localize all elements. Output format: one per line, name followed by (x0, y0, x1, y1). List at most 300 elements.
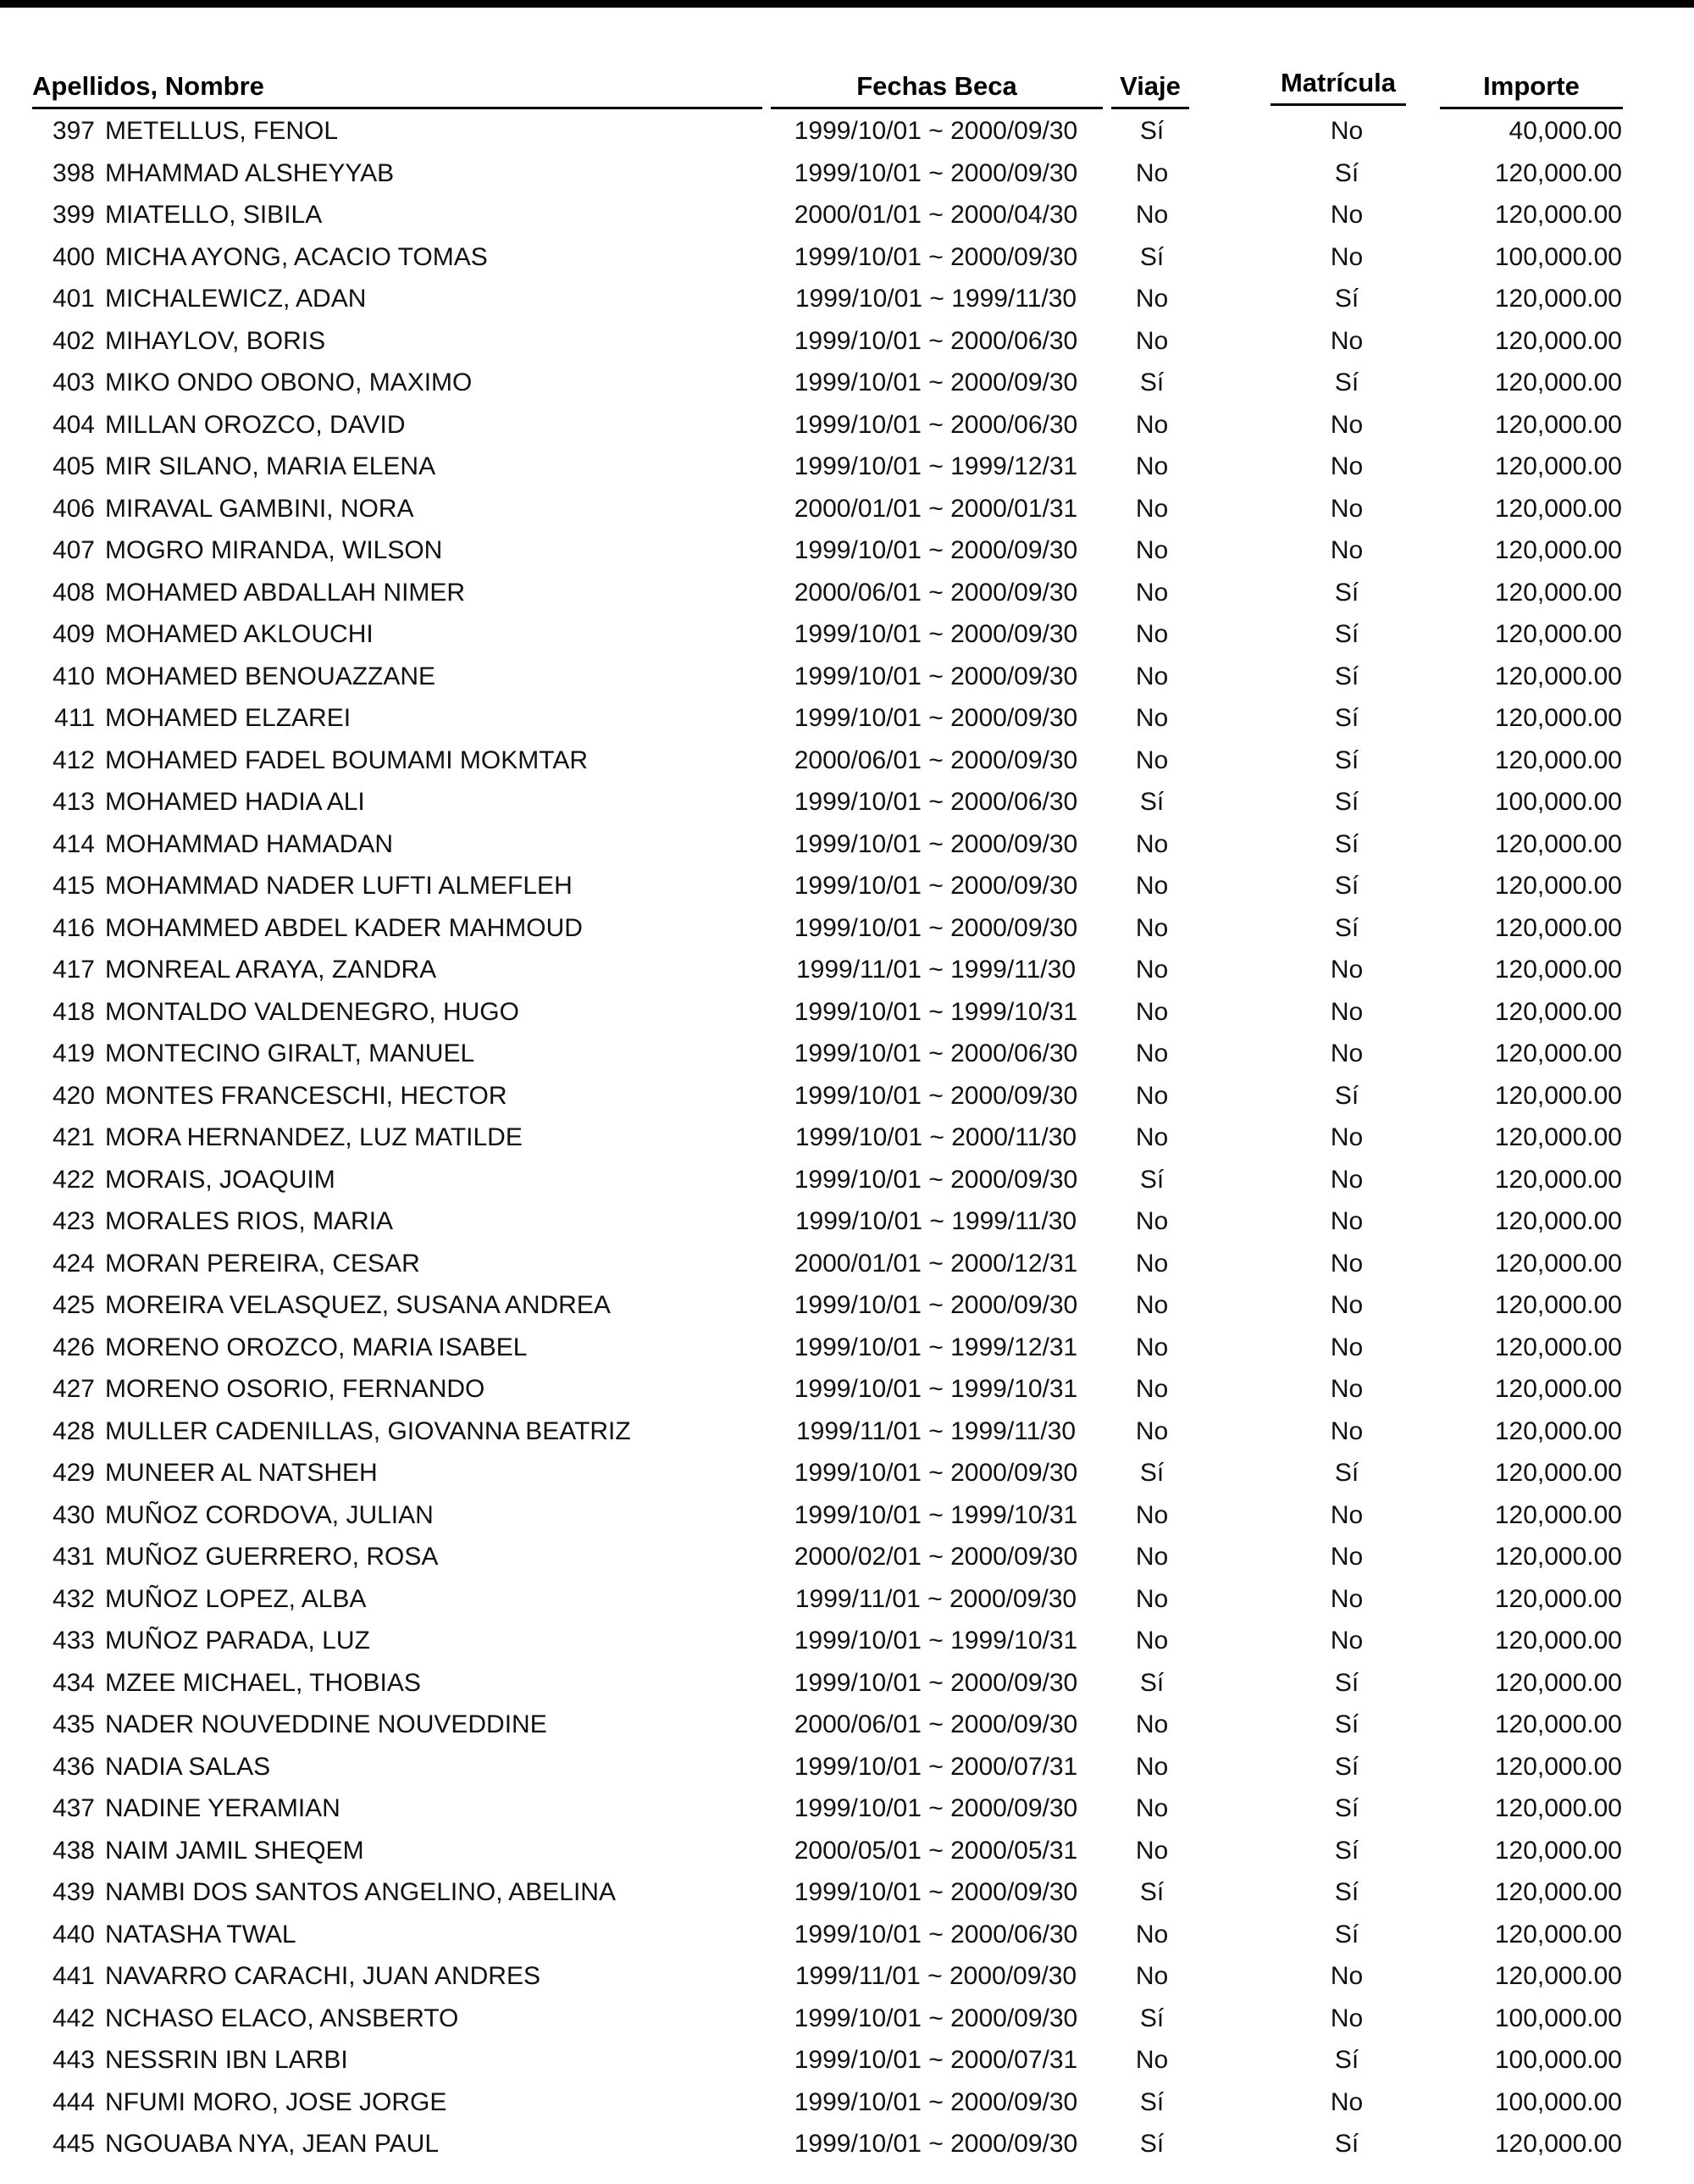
row-dates: 1999/10/01 ~ 2000/06/30 (794, 788, 1078, 816)
header-importe: Importe (1440, 66, 1623, 109)
row-dates: 1999/10/01 ~ 1999/10/31 (794, 1500, 1078, 1529)
table-row (0, 1452, 1694, 1494)
table-row (0, 2081, 1694, 2124)
row-name: MICHALEWICZ, ADAN (105, 285, 367, 313)
table-row (0, 1200, 1694, 1243)
row-name: NCHASO ELACO, ANSBERTO (105, 2004, 459, 2032)
row-matricula: Sí (1334, 1920, 1359, 1948)
row-importe: 120,000.00 (1494, 1416, 1622, 1445)
row-matricula: No (1330, 1375, 1364, 1403)
row-viaje: No (1135, 704, 1169, 732)
row-importe: 120,000.00 (1494, 1249, 1622, 1278)
top-rule (0, 0, 1694, 8)
table-row (0, 1620, 1694, 1662)
row-matricula: Sí (1334, 1794, 1359, 1822)
row-dates: 1999/10/01 ~ 2000/09/30 (794, 117, 1078, 145)
row-dates: 2000/02/01 ~ 2000/09/30 (794, 1543, 1078, 1571)
row-name: MOHAMED ABDALLAH NIMER (105, 578, 466, 607)
row-name: MORENO OROZCO, MARIA ISABEL (105, 1333, 528, 1361)
row-dates: 1999/10/01 ~ 2000/11/30 (794, 1123, 1077, 1151)
row-name: MIRAVAL GAMBINI, NORA (105, 494, 414, 523)
row-matricula: No (1330, 1543, 1364, 1571)
row-number: 416 (52, 913, 95, 942)
row-matricula: Sí (1334, 913, 1359, 942)
row-importe: 120,000.00 (1494, 704, 1622, 732)
row-importe: 120,000.00 (1494, 746, 1622, 774)
row-name: NESSRIN IBN LARBI (105, 2046, 348, 2074)
row-matricula: No (1330, 956, 1364, 984)
table-row (0, 1662, 1694, 1705)
row-viaje: No (1135, 620, 1169, 648)
row-number: 441 (52, 1962, 95, 1990)
row-importe: 120,000.00 (1494, 1165, 1622, 1194)
row-viaje: No (1135, 285, 1169, 313)
row-viaje: Sí (1139, 117, 1165, 145)
row-viaje: No (1135, 1710, 1169, 1738)
row-name: MIR SILANO, MARIA ELENA (105, 452, 436, 480)
table-row (0, 991, 1694, 1034)
row-matricula: No (1330, 1584, 1364, 1613)
table-row (0, 278, 1694, 320)
row-name: MILLAN OROZCO, DAVID (105, 410, 406, 439)
table-row (0, 823, 1694, 866)
table-row (0, 1494, 1694, 1537)
row-number: 415 (52, 872, 95, 900)
row-importe: 120,000.00 (1494, 1584, 1622, 1613)
table-row (0, 362, 1694, 404)
row-name: MOHAMED ELZAREI (105, 704, 352, 732)
row-viaje: Sí (1139, 2130, 1165, 2158)
row-matricula: Sí (1334, 369, 1359, 396)
row-viaje: No (1135, 913, 1169, 942)
row-matricula: No (1330, 536, 1364, 564)
row-matricula: Sí (1334, 788, 1359, 816)
table-row (0, 907, 1694, 950)
row-viaje: No (1135, 1333, 1169, 1361)
row-importe: 120,000.00 (1494, 1039, 1622, 1067)
table-row (0, 1704, 1694, 1746)
row-matricula: No (1330, 117, 1364, 145)
row-name: NAMBI DOS SANTOS ANGELINO, ABELINA (105, 1878, 616, 1906)
row-importe: 120,000.00 (1494, 494, 1622, 523)
row-number: 408 (52, 578, 95, 607)
table-row (0, 446, 1694, 488)
row-dates: 1999/10/01 ~ 2000/09/30 (794, 829, 1078, 858)
row-dates: 1999/10/01 ~ 1999/11/30 (794, 1207, 1077, 1235)
row-matricula: Sí (1334, 620, 1359, 648)
row-viaje: Sí (1139, 1878, 1165, 1906)
row-number: 399 (52, 201, 95, 229)
row-name: MONREAL ARAYA, ZANDRA (105, 956, 437, 984)
row-viaje: No (1135, 1039, 1169, 1067)
row-importe: 120,000.00 (1494, 620, 1622, 648)
row-importe: 120,000.00 (1494, 1500, 1622, 1529)
row-number: 445 (52, 2130, 95, 2158)
table-row (0, 1998, 1694, 2040)
table-row (0, 1411, 1694, 1453)
row-viaje: Sí (1139, 2087, 1165, 2116)
row-dates: 1999/10/01 ~ 2000/06/30 (794, 410, 1078, 439)
row-dates: 1999/10/01 ~ 2000/09/30 (794, 1878, 1078, 1906)
table-row (0, 697, 1694, 740)
row-number: 420 (52, 1081, 95, 1110)
row-name: NAVARRO CARACHI, JUAN ANDRES (105, 1962, 540, 1990)
row-dates: 1999/11/01 ~ 2000/09/30 (794, 1584, 1077, 1613)
row-matricula: Sí (1334, 829, 1359, 858)
row-dates: 2000/06/01 ~ 2000/09/30 (794, 578, 1078, 607)
row-dates: 1999/10/01 ~ 2000/09/30 (794, 1459, 1078, 1487)
row-name: MORAN PEREIRA, CESAR (105, 1249, 420, 1278)
row-dates: 1999/10/01 ~ 2000/09/30 (794, 1794, 1078, 1822)
row-number: 431 (52, 1543, 95, 1571)
table-row (0, 2039, 1694, 2081)
row-matricula: No (1330, 1500, 1364, 1529)
row-number: 414 (52, 829, 95, 858)
row-viaje: Sí (1139, 1459, 1165, 1487)
row-matricula: Sí (1334, 1081, 1359, 1110)
row-importe: 100,000.00 (1494, 2046, 1622, 2074)
row-name: MIKO ONDO OBONO, MAXIMO (105, 369, 473, 396)
row-dates: 2000/01/01 ~ 2000/01/31 (794, 494, 1078, 523)
row-name: MICHA AYONG, ACACIO TOMAS (105, 242, 488, 271)
row-importe: 120,000.00 (1494, 1962, 1622, 1990)
row-matricula: No (1330, 1627, 1364, 1655)
row-name: MOHAMMAD NADER LUFTI ALMEFLEH (105, 872, 573, 900)
row-viaje: No (1135, 1123, 1169, 1151)
row-importe: 100,000.00 (1494, 2004, 1622, 2032)
row-viaje: No (1135, 1836, 1169, 1865)
row-dates: 1999/10/01 ~ 2000/09/30 (794, 2130, 1078, 2158)
row-importe: 120,000.00 (1494, 1668, 1622, 1697)
table-row (0, 1284, 1694, 1327)
row-dates: 1999/10/01 ~ 1999/10/31 (794, 1627, 1078, 1655)
row-dates: 1999/10/01 ~ 2000/09/30 (794, 620, 1078, 648)
row-viaje: No (1135, 829, 1169, 858)
row-viaje: No (1135, 1962, 1169, 1990)
row-viaje: Sí (1139, 1668, 1165, 1697)
row-dates: 1999/10/01 ~ 2000/09/30 (794, 2087, 1078, 2116)
table-row (0, 320, 1694, 363)
row-number: 400 (52, 242, 95, 271)
row-viaje: No (1135, 1500, 1169, 1529)
row-matricula: Sí (1334, 1878, 1359, 1906)
row-number: 423 (52, 1207, 95, 1235)
table-row (0, 1117, 1694, 1159)
row-name: NGOUABA NYA, JEAN PAUL (105, 2130, 439, 2158)
row-number: 425 (52, 1291, 95, 1319)
row-viaje: No (1135, 452, 1169, 480)
row-name: MONTES FRANCESCHI, HECTOR (105, 1081, 507, 1110)
row-number: 397 (52, 117, 95, 145)
row-name: MOREIRA VELASQUEZ, SUSANA ANDREA (105, 1291, 611, 1319)
table-row (0, 740, 1694, 782)
row-number: 410 (52, 662, 95, 690)
row-importe: 120,000.00 (1494, 1123, 1622, 1151)
row-name: MOHAMED HADIA ALI (105, 788, 365, 816)
row-number: 432 (52, 1584, 95, 1613)
row-name: MOGRO MIRANDA, WILSON (105, 536, 443, 564)
row-matricula: No (1330, 452, 1364, 480)
row-number: 413 (52, 788, 95, 816)
row-dates: 1999/10/01 ~ 2000/09/30 (794, 158, 1078, 187)
row-name: MULLER CADENILLAS, GIOVANNA BEATRIZ (105, 1416, 631, 1445)
row-viaje: No (1135, 956, 1169, 984)
row-name: MIATELLO, SIBILA (105, 201, 323, 229)
row-viaje: No (1135, 2046, 1169, 2074)
row-importe: 100,000.00 (1494, 788, 1622, 816)
row-number: 409 (52, 620, 95, 648)
row-importe: 120,000.00 (1494, 536, 1622, 564)
row-number: 444 (52, 2087, 95, 2116)
table-row (0, 865, 1694, 907)
row-viaje: No (1135, 578, 1169, 607)
row-viaje: No (1135, 1752, 1169, 1781)
row-dates: 1999/10/01 ~ 2000/06/30 (794, 326, 1078, 355)
row-name: MOHAMED FADEL BOUMAMI MOKMTAR (105, 746, 589, 774)
row-number: 422 (52, 1165, 95, 1194)
row-viaje: No (1135, 1291, 1169, 1319)
row-dates: 1999/10/01 ~ 2000/09/30 (794, 872, 1078, 900)
row-importe: 120,000.00 (1494, 1333, 1622, 1361)
row-viaje: No (1135, 158, 1169, 187)
table-row (0, 1914, 1694, 1956)
table-row (0, 1746, 1694, 1788)
row-viaje: No (1135, 1794, 1169, 1822)
row-matricula: No (1330, 410, 1364, 439)
table-row (0, 1788, 1694, 1830)
row-number: 430 (52, 1500, 95, 1529)
row-matricula: No (1330, 997, 1364, 1026)
table-row (0, 236, 1694, 279)
row-name: NATASHA TWAL (105, 1920, 296, 1948)
row-number: 435 (52, 1710, 95, 1738)
row-matricula: Sí (1334, 2046, 1359, 2074)
row-matricula: Sí (1334, 1752, 1359, 1781)
row-matricula: Sí (1334, 746, 1359, 774)
row-viaje: No (1135, 872, 1169, 900)
table-row (0, 572, 1694, 614)
row-importe: 40,000.00 (1509, 117, 1622, 145)
row-name: NADINE YERAMIAN (105, 1794, 340, 1822)
row-dates: 2000/06/01 ~ 2000/09/30 (794, 746, 1078, 774)
row-matricula: Sí (1334, 1668, 1359, 1697)
row-name: MHAMMAD ALSHEYYAB (105, 158, 395, 187)
row-importe: 120,000.00 (1494, 1752, 1622, 1781)
row-number: 402 (52, 326, 95, 355)
row-matricula: No (1330, 1207, 1364, 1235)
table-row (0, 613, 1694, 656)
row-viaje: Sí (1139, 2004, 1165, 2032)
row-name: METELLUS, FENOL (105, 117, 339, 145)
row-matricula: Sí (1334, 872, 1359, 900)
row-viaje: No (1135, 1543, 1169, 1571)
row-matricula: No (1330, 201, 1364, 229)
row-name: MORA HERNANDEZ, LUZ MATILDE (105, 1123, 523, 1151)
row-dates: 1999/10/01 ~ 1999/11/30 (794, 285, 1077, 313)
row-dates: 2000/06/01 ~ 2000/09/30 (794, 1710, 1078, 1738)
row-number: 437 (52, 1794, 95, 1822)
row-name: MUÑOZ PARADA, LUZ (105, 1627, 370, 1655)
table-row (0, 529, 1694, 572)
row-matricula: No (1330, 2087, 1364, 2116)
row-name: MUNEER AL NATSHEH (105, 1459, 378, 1487)
row-dates: 1999/10/01 ~ 2000/09/30 (794, 1668, 1078, 1697)
row-name: MONTECINO GIRALT, MANUEL (105, 1039, 475, 1067)
table-row (0, 152, 1694, 195)
table-row (0, 1243, 1694, 1285)
row-dates: 1999/10/01 ~ 2000/09/30 (794, 704, 1078, 732)
row-number: 426 (52, 1333, 95, 1361)
row-matricula: Sí (1334, 158, 1359, 187)
table-row (0, 1159, 1694, 1201)
row-dates: 1999/10/01 ~ 2000/09/30 (794, 1165, 1078, 1194)
header-matricula: Matrícula (1270, 63, 1406, 106)
row-dates: 2000/05/01 ~ 2000/05/31 (794, 1836, 1078, 1865)
row-dates: 1999/10/01 ~ 2000/07/31 (794, 1752, 1078, 1781)
row-importe: 120,000.00 (1494, 578, 1622, 607)
header-name: Apellidos, Nombre (32, 66, 762, 109)
row-dates: 1999/10/01 ~ 2000/09/30 (794, 2004, 1078, 2032)
row-matricula: Sí (1334, 704, 1359, 732)
row-importe: 120,000.00 (1494, 997, 1622, 1026)
row-viaje: No (1135, 1627, 1169, 1655)
row-name: MORALES RIOS, MARIA (105, 1207, 394, 1235)
row-dates: 1999/10/01 ~ 2000/09/30 (794, 913, 1078, 942)
table-row (0, 1368, 1694, 1411)
row-dates: 1999/11/01 ~ 1999/11/30 (795, 1416, 1077, 1445)
row-matricula: Sí (1334, 662, 1359, 690)
row-dates: 1999/10/01 ~ 2000/09/30 (794, 1081, 1078, 1110)
table-row (0, 1955, 1694, 1998)
row-viaje: No (1135, 536, 1169, 564)
row-dates: 1999/10/01 ~ 2000/09/30 (794, 369, 1078, 396)
row-viaje: No (1135, 326, 1169, 355)
row-number: 439 (52, 1878, 95, 1906)
table-row (0, 110, 1694, 152)
header-dates: Fechas Beca (771, 66, 1103, 109)
row-viaje: Sí (1139, 788, 1165, 816)
row-importe: 120,000.00 (1494, 913, 1622, 942)
row-importe: 120,000.00 (1494, 662, 1622, 690)
row-viaje: No (1135, 1207, 1169, 1235)
row-number: 404 (52, 410, 95, 439)
table-row (0, 1075, 1694, 1117)
row-number: 411 (54, 704, 95, 732)
row-viaje: No (1135, 410, 1169, 439)
row-matricula: No (1330, 2004, 1364, 2032)
row-importe: 120,000.00 (1494, 1207, 1622, 1235)
row-importe: 120,000.00 (1494, 201, 1622, 229)
row-viaje: Sí (1139, 1165, 1165, 1194)
row-viaje: No (1135, 746, 1169, 774)
row-matricula: Sí (1334, 578, 1359, 607)
row-number: 412 (52, 746, 95, 774)
table-row (0, 1536, 1694, 1578)
row-matricula: Sí (1334, 1836, 1359, 1865)
row-matricula: No (1330, 1291, 1364, 1319)
row-name: MORENO OSORIO, FERNANDO (105, 1375, 485, 1403)
row-importe: 120,000.00 (1494, 1836, 1622, 1865)
row-viaje: No (1135, 1249, 1169, 1278)
row-number: 424 (52, 1249, 95, 1278)
row-dates: 1999/10/01 ~ 2000/09/30 (794, 242, 1078, 271)
table-row (0, 781, 1694, 823)
row-viaje: No (1135, 1081, 1169, 1110)
row-number: 406 (52, 494, 95, 523)
row-number: 433 (52, 1627, 95, 1655)
row-name: NFUMI MORO, JOSE JORGE (105, 2087, 447, 2116)
row-matricula: No (1330, 1039, 1364, 1067)
row-number: 428 (52, 1416, 95, 1445)
row-importe: 100,000.00 (1494, 242, 1622, 271)
row-number: 398 (52, 158, 95, 187)
row-number: 405 (52, 452, 95, 480)
row-number: 403 (52, 369, 95, 396)
row-viaje: No (1135, 1416, 1169, 1445)
row-name: MOHAMMED ABDEL KADER MAHMOUD (105, 913, 583, 942)
table-header (0, 66, 1694, 107)
row-number: 427 (52, 1375, 95, 1403)
row-importe: 120,000.00 (1494, 1291, 1622, 1319)
row-importe: 120,000.00 (1494, 956, 1622, 984)
row-matricula: No (1330, 1416, 1364, 1445)
row-matricula: Sí (1334, 1710, 1359, 1738)
row-dates: 1999/10/01 ~ 2000/09/30 (794, 662, 1078, 690)
row-name: MUÑOZ GUERRERO, ROSA (105, 1543, 439, 1571)
row-name: MUÑOZ CORDOVA, JULIAN (105, 1500, 434, 1529)
header-viaje: Viaje (1111, 66, 1189, 109)
row-dates: 1999/10/01 ~ 2000/06/30 (794, 1920, 1078, 1948)
row-dates: 1999/10/01 ~ 1999/10/31 (794, 997, 1078, 1026)
row-viaje: No (1135, 1920, 1169, 1948)
row-importe: 120,000.00 (1494, 872, 1622, 900)
row-name: NAIM JAMIL SHEQEM (105, 1836, 364, 1865)
row-importe: 120,000.00 (1494, 829, 1622, 858)
row-importe: 100,000.00 (1494, 2087, 1622, 2116)
row-importe: 120,000.00 (1494, 326, 1622, 355)
row-name: NADIA SALAS (105, 1752, 271, 1781)
row-dates: 2000/01/01 ~ 2000/12/31 (794, 1249, 1078, 1278)
row-dates: 1999/10/01 ~ 2000/07/31 (794, 2046, 1078, 2074)
row-importe: 120,000.00 (1494, 410, 1622, 439)
row-name: MOHAMMAD HAMADAN (105, 829, 394, 858)
row-number: 421 (52, 1123, 95, 1151)
row-name: MOHAMED AKLOUCHI (105, 620, 374, 648)
row-importe: 120,000.00 (1494, 285, 1622, 313)
row-importe: 120,000.00 (1494, 1543, 1622, 1571)
row-importe: 120,000.00 (1494, 1627, 1622, 1655)
row-importe: 120,000.00 (1494, 1710, 1622, 1738)
row-matricula: Sí (1334, 285, 1359, 313)
row-matricula: No (1330, 326, 1364, 355)
row-number: 434 (52, 1668, 95, 1697)
row-dates: 1999/10/01 ~ 2000/09/30 (794, 1291, 1078, 1319)
row-dates: 1999/10/01 ~ 1999/12/31 (794, 452, 1078, 480)
row-importe: 120,000.00 (1494, 1459, 1622, 1487)
table-row (0, 1830, 1694, 1872)
row-viaje: No (1135, 1584, 1169, 1613)
row-importe: 120,000.00 (1494, 1920, 1622, 1948)
row-name: NADER NOUVEDDINE NOUVEDDINE (105, 1710, 547, 1738)
row-dates: 1999/10/01 ~ 1999/10/31 (794, 1375, 1078, 1403)
row-importe: 120,000.00 (1494, 2130, 1622, 2158)
row-number: 429 (52, 1459, 95, 1487)
row-name: MONTALDO VALDENEGRO, HUGO (105, 997, 519, 1026)
row-importe: 120,000.00 (1494, 1794, 1622, 1822)
row-number: 417 (52, 956, 95, 984)
row-matricula: No (1330, 1249, 1364, 1278)
row-importe: 120,000.00 (1494, 1878, 1622, 1906)
